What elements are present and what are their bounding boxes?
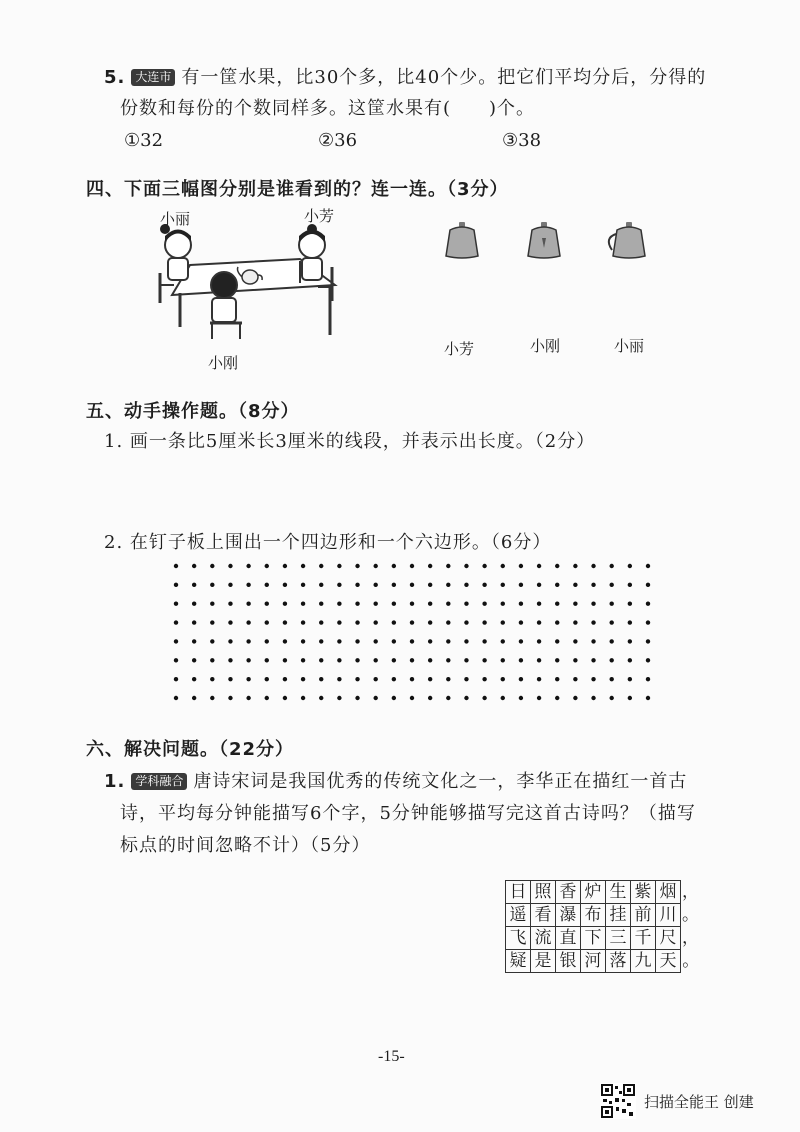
peg-dot[interactable] — [355, 696, 359, 700]
peg-dot[interactable] — [210, 564, 214, 568]
peg-dot[interactable] — [501, 639, 505, 643]
q5-line1 — [104, 62, 706, 94]
poem-character: 尺 — [656, 927, 681, 950]
peg-dot[interactable] — [628, 564, 632, 568]
peg-dot[interactable] — [428, 620, 432, 624]
peg-dot[interactable] — [355, 602, 359, 606]
poem-character: 是 — [531, 950, 556, 973]
section6-q1-line1 — [104, 766, 687, 798]
peg-dot[interactable] — [519, 583, 523, 587]
peg-dot[interactable] — [646, 696, 650, 700]
peg-dot[interactable] — [246, 677, 250, 681]
peg-dot[interactable] — [192, 696, 196, 700]
peg-dot[interactable] — [392, 620, 396, 624]
peg-dot[interactable] — [337, 677, 341, 681]
page-number: -15- — [378, 1048, 405, 1065]
peg-dot[interactable] — [301, 639, 305, 643]
peg-dot[interactable] — [555, 696, 559, 700]
poem-character: 前 — [631, 904, 656, 927]
scene-label-xiaogang: 小刚 — [208, 354, 239, 372]
q5-line2: 份数和每份的个数同样多。这筐水果有( )个。 — [120, 98, 536, 119]
peg-dot[interactable] — [482, 677, 486, 681]
poem-punctuation: ， — [682, 882, 699, 902]
peg-dot[interactable] — [537, 620, 541, 624]
peg-dot[interactable] — [555, 639, 559, 643]
peg-dot[interactable] — [392, 602, 396, 606]
peg-dot[interactable] — [537, 564, 541, 568]
view-label-1: 小芳 — [444, 340, 475, 358]
peg-dot[interactable] — [301, 620, 305, 624]
peg-dot[interactable] — [573, 620, 577, 624]
peg-dot[interactable] — [210, 602, 214, 606]
peg-dot[interactable] — [210, 677, 214, 681]
peg-dot[interactable] — [373, 677, 377, 681]
peg-dot[interactable] — [519, 639, 523, 643]
peg-dot[interactable] — [283, 677, 287, 681]
peg-dot[interactable] — [410, 583, 414, 587]
poem-row — [506, 927, 701, 950]
poem-character: 日 — [506, 881, 531, 904]
peg-dot[interactable] — [319, 677, 323, 681]
teapot-view-side-spout-icon — [522, 218, 566, 262]
peg-dot[interactable] — [482, 602, 486, 606]
peg-dot[interactable] — [591, 658, 595, 662]
peg-dot[interactable] — [355, 620, 359, 624]
peg-dot[interactable] — [246, 602, 250, 606]
poem-grid — [505, 880, 701, 973]
poem-character: 直 — [556, 927, 581, 950]
peg-dot[interactable] — [319, 602, 323, 606]
peg-dot[interactable] — [228, 602, 232, 606]
teapot-view-handle-icon — [602, 218, 650, 262]
girl-xiaofang-figure — [299, 224, 332, 301]
peg-dot[interactable] — [428, 696, 432, 700]
peg-dot[interactable] — [519, 564, 523, 568]
peg-dot[interactable] — [301, 602, 305, 606]
peg-dot[interactable] — [355, 677, 359, 681]
peg-dot[interactable] — [482, 658, 486, 662]
peg-dot[interactable] — [210, 658, 214, 662]
peg-dot[interactable] — [482, 583, 486, 587]
peg-dot[interactable] — [210, 639, 214, 643]
poem-character: 川 — [656, 904, 681, 927]
peg-dot[interactable] — [646, 658, 650, 662]
poem-punctuation: 。 — [682, 951, 700, 971]
peg-dot[interactable] — [174, 564, 178, 568]
peg-dot[interactable] — [609, 696, 613, 700]
peg-dot[interactable] — [355, 583, 359, 587]
peg-dot[interactable] — [501, 583, 505, 587]
peg-dot[interactable] — [446, 696, 450, 700]
peg-dot[interactable] — [646, 639, 650, 643]
peg-dot[interactable] — [428, 564, 432, 568]
peg-dot[interactable] — [646, 677, 650, 681]
peg-dot[interactable] — [337, 602, 341, 606]
peg-dot[interactable] — [301, 677, 305, 681]
peg-dot[interactable] — [283, 696, 287, 700]
peg-dot[interactable] — [319, 564, 323, 568]
peg-dot[interactable] — [355, 564, 359, 568]
peg-dot[interactable] — [446, 658, 450, 662]
qr-code-icon — [600, 1083, 636, 1119]
peg-dot[interactable] — [609, 602, 613, 606]
peg-dot[interactable] — [174, 696, 178, 700]
peg-dot[interactable] — [265, 620, 269, 624]
peg-dot[interactable] — [337, 639, 341, 643]
peg-dot[interactable] — [246, 620, 250, 624]
peg-dot[interactable] — [301, 658, 305, 662]
peg-dot[interactable] — [464, 639, 468, 643]
section5-q1: 1. 画一条比5厘米长3厘米的线段，并表示出长度。（2分） — [104, 431, 596, 452]
scene-label-xiaoli: 小丽 — [160, 210, 191, 228]
section6-q1-line2: 诗，平均每分钟能描写6个字，5分钟能够描写完这首古诗吗？（描写 — [120, 803, 696, 824]
peg-dot[interactable] — [373, 602, 377, 606]
peg-dot[interactable] — [337, 696, 341, 700]
peg-dot[interactable] — [428, 583, 432, 587]
peg-dot[interactable] — [519, 677, 523, 681]
peg-dot[interactable] — [337, 658, 341, 662]
poem-character: 香 — [556, 881, 581, 904]
peg-dot[interactable] — [573, 658, 577, 662]
poem-character: 河 — [581, 950, 606, 973]
peg-dot[interactable] — [228, 583, 232, 587]
peg-dot[interactable] — [228, 658, 232, 662]
peg-dot[interactable] — [501, 602, 505, 606]
peg-dot[interactable] — [573, 564, 577, 568]
peg-dot[interactable] — [482, 639, 486, 643]
peg-dot[interactable] — [319, 658, 323, 662]
peg-dot[interactable] — [464, 620, 468, 624]
peg-dot[interactable] — [410, 677, 414, 681]
peg-dot[interactable] — [410, 620, 414, 624]
peg-dot[interactable] — [428, 639, 432, 643]
poem-punctuation: 。 — [682, 905, 699, 925]
peg-dot[interactable] — [410, 564, 414, 568]
peg-dot[interactable] — [646, 602, 650, 606]
view-label-2: 小刚 — [530, 337, 561, 355]
teapot-view-front-icon — [440, 218, 484, 262]
peg-dot[interactable] — [573, 677, 577, 681]
poem-punctuation: ， — [682, 928, 699, 948]
poem-character: 紫 — [631, 881, 656, 904]
peg-dot[interactable] — [428, 658, 432, 662]
peg-dot[interactable] — [392, 677, 396, 681]
poem-character: 银 — [556, 950, 581, 973]
section4-title: 四、下面三幅图分别是谁看到的？连一连。（3分） — [86, 179, 509, 200]
peg-dot[interactable] — [591, 620, 595, 624]
peg-dot[interactable] — [628, 696, 632, 700]
poem-character: 千 — [631, 927, 656, 950]
peg-dot[interactable] — [246, 658, 250, 662]
peg-dot[interactable] — [519, 620, 523, 624]
poem-character: 九 — [631, 950, 656, 973]
peg-dot[interactable] — [192, 658, 196, 662]
peg-dot[interactable] — [265, 677, 269, 681]
peg-dot[interactable] — [428, 677, 432, 681]
peg-dot[interactable] — [301, 583, 305, 587]
peg-dot[interactable] — [628, 583, 632, 587]
peg-dot[interactable] — [646, 620, 650, 624]
peg-dot[interactable] — [573, 583, 577, 587]
peg-dot[interactable] — [174, 620, 178, 624]
peg-dot[interactable] — [464, 583, 468, 587]
peg-dot[interactable] — [519, 658, 523, 662]
peg-dot[interactable] — [192, 583, 196, 587]
section6-title: 六、解决问题。（22分） — [86, 739, 295, 760]
peg-dot[interactable] — [501, 677, 505, 681]
peg-dot[interactable] — [628, 602, 632, 606]
peg-dot[interactable] — [501, 620, 505, 624]
peg-dot[interactable] — [446, 620, 450, 624]
peg-dot[interactable] — [555, 583, 559, 587]
poem-character: 照 — [531, 881, 556, 904]
peg-dot[interactable] — [446, 639, 450, 643]
peg-dot[interactable] — [373, 639, 377, 643]
peg-dot[interactable] — [464, 677, 468, 681]
poem-row — [506, 881, 701, 904]
peg-dot[interactable] — [337, 583, 341, 587]
boy-xiaogang-figure — [210, 272, 242, 339]
peg-dot[interactable] — [446, 677, 450, 681]
peg-dot[interactable] — [464, 696, 468, 700]
peg-dot[interactable] — [628, 658, 632, 662]
peg-dot[interactable] — [174, 602, 178, 606]
peg-dot[interactable] — [537, 677, 541, 681]
peg-dot[interactable] — [410, 639, 414, 643]
peg-dot[interactable] — [591, 696, 595, 700]
peg-dot[interactable] — [174, 583, 178, 587]
poem-character: 天 — [656, 950, 681, 973]
peg-dot[interactable] — [192, 564, 196, 568]
peg-dot[interactable] — [228, 639, 232, 643]
section5-title: 五、动手操作题。（8分） — [86, 401, 300, 422]
peg-dot[interactable] — [609, 583, 613, 587]
peg-dot[interactable] — [591, 564, 595, 568]
peg-dot[interactable] — [283, 602, 287, 606]
peg-dot[interactable] — [609, 639, 613, 643]
peg-dot[interactable] — [265, 658, 269, 662]
peg-dot[interactable] — [573, 602, 577, 606]
peg-dot[interactable] — [573, 639, 577, 643]
peg-dot[interactable] — [482, 696, 486, 700]
peg-dot[interactable] — [591, 602, 595, 606]
section6-q1-number: 1. — [104, 771, 126, 792]
section6-q1-text-1: 唐诗宋词是我国优秀的传统文化之一，李华正在描红一首古 — [193, 771, 688, 792]
peg-dot[interactable] — [392, 564, 396, 568]
poem-character: 三 — [606, 927, 631, 950]
peg-dot[interactable] — [373, 564, 377, 568]
peg-dot[interactable] — [519, 602, 523, 606]
q5-option-3: ③38 — [502, 130, 542, 151]
peg-dot[interactable] — [174, 677, 178, 681]
section6-q1-tag: 学科融合 — [131, 773, 187, 790]
peg-dot[interactable] — [573, 696, 577, 700]
section6-q1-line3: 标点的时间忽略不计）（5分） — [120, 835, 371, 856]
peg-dot[interactable] — [174, 658, 178, 662]
poem-character: 烟 — [656, 881, 681, 904]
peg-dot[interactable] — [555, 677, 559, 681]
poem-character: 下 — [581, 927, 606, 950]
poem-row — [506, 904, 701, 927]
peg-dot[interactable] — [609, 620, 613, 624]
peg-dot[interactable] — [337, 564, 341, 568]
peg-dot[interactable] — [192, 602, 196, 606]
peg-dot[interactable] — [246, 639, 250, 643]
peg-dot[interactable] — [555, 564, 559, 568]
peg-dot[interactable] — [537, 696, 541, 700]
poem-character: 遥 — [506, 904, 531, 927]
section5-q2: 2. 在钉子板上围出一个四边形和一个六边形。（6分） — [104, 532, 552, 553]
peg-dot[interactable] — [373, 696, 377, 700]
peg-dot[interactable] — [301, 564, 305, 568]
poem-character: 生 — [606, 881, 631, 904]
peg-dot[interactable] — [228, 696, 232, 700]
peg-dot[interactable] — [591, 639, 595, 643]
q5-region-tag: 大连市 — [131, 69, 175, 86]
peg-dot[interactable] — [228, 677, 232, 681]
peg-dot[interactable] — [319, 639, 323, 643]
peg-dot[interactable] — [591, 583, 595, 587]
poem-row — [506, 950, 701, 973]
peg-dot[interactable] — [210, 696, 214, 700]
peg-board[interactable] — [172, 562, 652, 702]
peg-dot[interactable] — [392, 658, 396, 662]
peg-dot[interactable] — [609, 677, 613, 681]
peg-dot[interactable] — [265, 639, 269, 643]
q5-text-1: 有一筐水果，比30个多，比40个少。把它们平均分后，分得的 — [181, 67, 707, 88]
peg-dot[interactable] — [246, 696, 250, 700]
peg-dot[interactable] — [410, 696, 414, 700]
peg-dot[interactable] — [265, 696, 269, 700]
peg-dot[interactable] — [482, 564, 486, 568]
peg-dot[interactable] — [392, 696, 396, 700]
peg-dot[interactable] — [628, 639, 632, 643]
peg-dot[interactable] — [319, 583, 323, 587]
poem-character: 挂 — [606, 904, 631, 927]
poem-character: 瀑 — [556, 904, 581, 927]
peg-dot[interactable] — [283, 564, 287, 568]
peg-dot[interactable] — [609, 564, 613, 568]
peg-dot[interactable] — [537, 583, 541, 587]
peg-dot[interactable] — [428, 602, 432, 606]
peg-dot[interactable] — [373, 583, 377, 587]
peg-dot[interactable] — [283, 639, 287, 643]
peg-dot[interactable] — [482, 620, 486, 624]
view-label-3: 小丽 — [614, 337, 645, 355]
peg-dot[interactable] — [555, 658, 559, 662]
peg-dot[interactable] — [628, 677, 632, 681]
peg-dot[interactable] — [555, 620, 559, 624]
peg-dot[interactable] — [192, 620, 196, 624]
peg-dot[interactable] — [283, 658, 287, 662]
peg-dot[interactable] — [319, 620, 323, 624]
poem-character: 疑 — [506, 950, 531, 973]
peg-dot[interactable] — [265, 564, 269, 568]
scene-label-xiaofang: 小芳 — [304, 207, 335, 225]
poem-character: 布 — [581, 904, 606, 927]
peg-dot[interactable] — [501, 696, 505, 700]
poem-character: 飞 — [506, 927, 531, 950]
peg-dot[interactable] — [537, 639, 541, 643]
peg-dot[interactable] — [373, 658, 377, 662]
peg-dot[interactable] — [246, 564, 250, 568]
peg-dot[interactable] — [174, 639, 178, 643]
peg-dot[interactable] — [210, 583, 214, 587]
peg-dot[interactable] — [228, 564, 232, 568]
peg-dot[interactable] — [392, 583, 396, 587]
peg-dot[interactable] — [537, 658, 541, 662]
peg-dot[interactable] — [609, 658, 613, 662]
q5-number: 5. — [104, 67, 126, 88]
peg-dot[interactable] — [228, 620, 232, 624]
peg-dot[interactable] — [446, 602, 450, 606]
peg-dot[interactable] — [355, 658, 359, 662]
peg-dot[interactable] — [628, 620, 632, 624]
peg-dot[interactable] — [301, 696, 305, 700]
peg-dot[interactable] — [464, 658, 468, 662]
scanner-credit: 扫描全能王 创建 — [644, 1093, 754, 1111]
peg-dot[interactable] — [373, 620, 377, 624]
poem-character: 炉 — [581, 881, 606, 904]
peg-dot[interactable] — [519, 696, 523, 700]
peg-dot[interactable] — [265, 583, 269, 587]
poem-character: 看 — [531, 904, 556, 927]
peg-dot[interactable] — [283, 583, 287, 587]
peg-dot[interactable] — [283, 620, 287, 624]
peg-dot[interactable] — [265, 602, 269, 606]
peg-dot[interactable] — [555, 602, 559, 606]
peg-dot[interactable] — [337, 620, 341, 624]
poem-character: 流 — [531, 927, 556, 950]
peg-dot[interactable] — [246, 583, 250, 587]
peg-dot[interactable] — [464, 602, 468, 606]
peg-dot[interactable] — [646, 564, 650, 568]
peg-dot[interactable] — [646, 583, 650, 587]
peg-dot[interactable] — [446, 583, 450, 587]
peg-dot[interactable] — [210, 620, 214, 624]
peg-dot[interactable] — [410, 602, 414, 606]
peg-dot[interactable] — [446, 564, 450, 568]
peg-dot[interactable] — [410, 658, 414, 662]
peg-dot[interactable] — [192, 639, 196, 643]
peg-dot[interactable] — [192, 677, 196, 681]
scene-illustration — [150, 205, 350, 375]
peg-dot[interactable] — [537, 602, 541, 606]
peg-dot[interactable] — [501, 658, 505, 662]
peg-dot[interactable] — [591, 677, 595, 681]
poem-character: 落 — [606, 950, 631, 973]
peg-dot[interactable] — [464, 564, 468, 568]
peg-dot[interactable] — [392, 639, 396, 643]
peg-dot[interactable] — [501, 564, 505, 568]
peg-dot[interactable] — [319, 696, 323, 700]
q5-option-2: ②36 — [318, 130, 358, 151]
peg-dot[interactable] — [355, 639, 359, 643]
q5-option-1: ①32 — [124, 130, 164, 151]
